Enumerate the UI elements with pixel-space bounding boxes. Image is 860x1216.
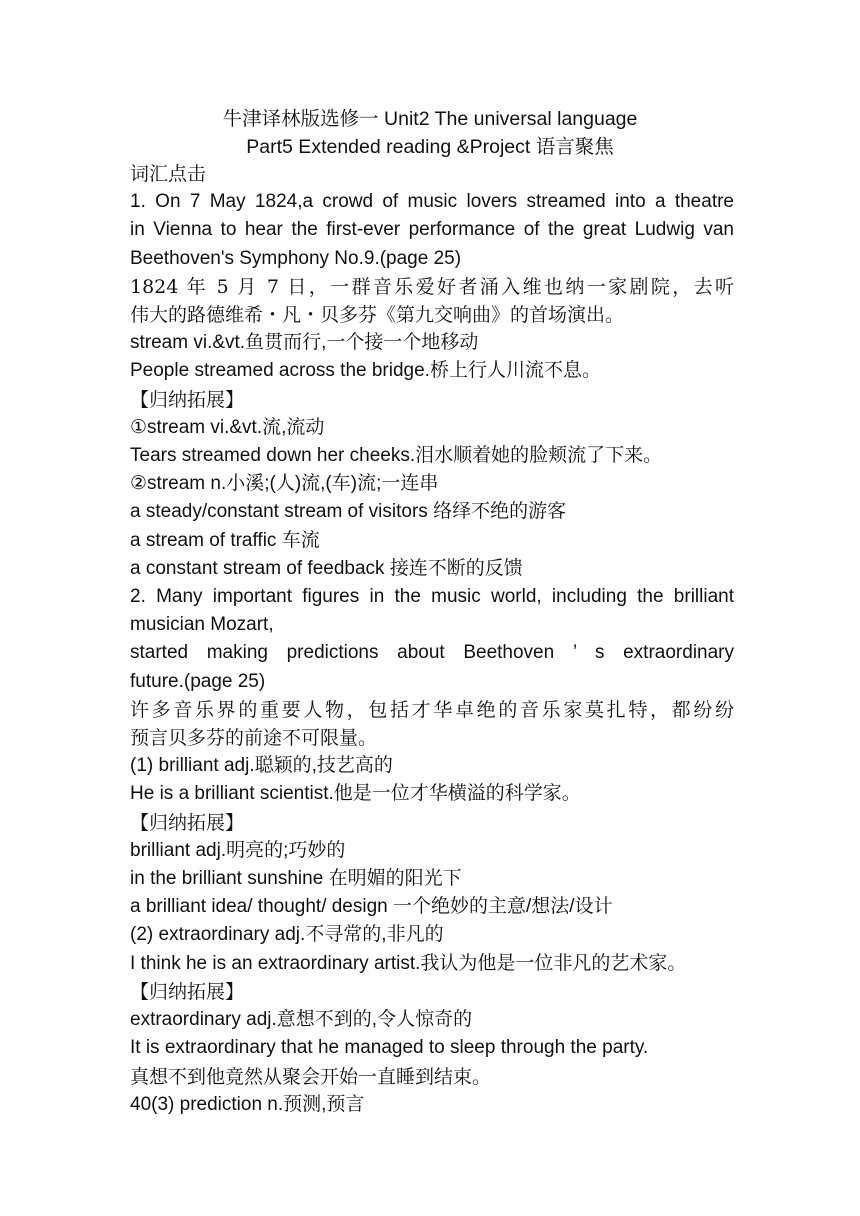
text-line: He is a brilliant scientist.他是一位才华横溢的科学家。 (130, 783, 581, 805)
text-line: extraordinary adj.意想不到的,令人惊奇的 (130, 1009, 473, 1031)
text-line: 1824 年 5 月 7 日，一群音乐爱好者涌入维也纳一家剧院，去听 (130, 275, 734, 298)
document-title: 牛津译林版选修一 Unit2 The universal language (222, 108, 638, 130)
text-line: 伟大的路德维希・凡・贝多芬《第九交响曲》的首场演出。 (130, 304, 625, 327)
text-line: (1) brilliant adj.聪颖的,技艺高的 (130, 755, 393, 777)
section-heading: 【归纳拓展】 (130, 980, 245, 1003)
text-line: brilliant adj.明亮的;巧妙的 (130, 839, 346, 861)
text-line: a stream of traffic 车流 (130, 529, 320, 551)
text-line: 1. On 7 May 1824,a crowd of music lovers streamed into a theatre (130, 191, 734, 213)
text-line: 40(3) prediction n.预测,预言 (130, 1093, 365, 1115)
section-heading: 【归纳拓展】 (130, 811, 245, 834)
text-line: a constant stream of feedback 接连不断的反馈 (130, 557, 523, 579)
text-line: 2. Many important figures in the music world, including the brilliant (130, 586, 734, 608)
text-line: It is extraordinary that he managed to sleep through the party. (130, 1037, 649, 1059)
text-line: ①stream vi.&vt.流,流动 (130, 416, 325, 438)
text-line: future.(page 25) (130, 670, 266, 692)
text-line: musician Mozart, (130, 614, 274, 636)
text-line: stream vi.&vt.鱼贯而行,一个接一个地移动 (130, 332, 479, 354)
document-body (130, 160, 734, 1119)
text-line: Beethoven's Symphony No.9.(page 25) (130, 247, 462, 269)
text-line: in Vienna to hear the first-ever performance of the great Ludwig van (130, 219, 734, 241)
document-subtitle: Part5 Extended reading &Project 语言聚焦 (246, 136, 614, 158)
text-line: 许多音乐界的重要人物，包括才华卓绝的音乐家莫扎特，都纷纷 (130, 698, 734, 721)
section-heading: 【归纳拓展】 (130, 388, 245, 411)
text-line: in the brilliant sunshine 在明媚的阳光下 (130, 868, 462, 890)
text-line: a brilliant idea/ thought/ design 一个绝妙的主意/想法/设计 (130, 896, 613, 918)
text-line: a steady/constant stream of visitors 络绎不绝的游客 (130, 501, 567, 523)
text-line: started making predictions about Beethoven ’ s extraordinary (130, 642, 734, 664)
text-line: People streamed across the bridge.桥上行人川流不息。 (130, 360, 601, 382)
text-line: I think he is an extraordinary artist.我认为他是一位非凡的艺术家。 (130, 952, 687, 974)
text-line: 真想不到他竟然从聚会开始一直睡到结束。 (130, 1065, 492, 1088)
text-line: Tears streamed down her cheeks.泪水顺着她的脸颊流了下来。 (130, 445, 663, 467)
text-line: (2) extraordinary adj.不寻常的,非凡的 (130, 924, 444, 946)
text-line: ②stream n.小溪;(人)流,(车)流;一连串 (130, 473, 439, 495)
text-line: 预言贝多芬的前途不可限量。 (130, 727, 378, 750)
section-heading: 词汇点击 (130, 163, 207, 185)
